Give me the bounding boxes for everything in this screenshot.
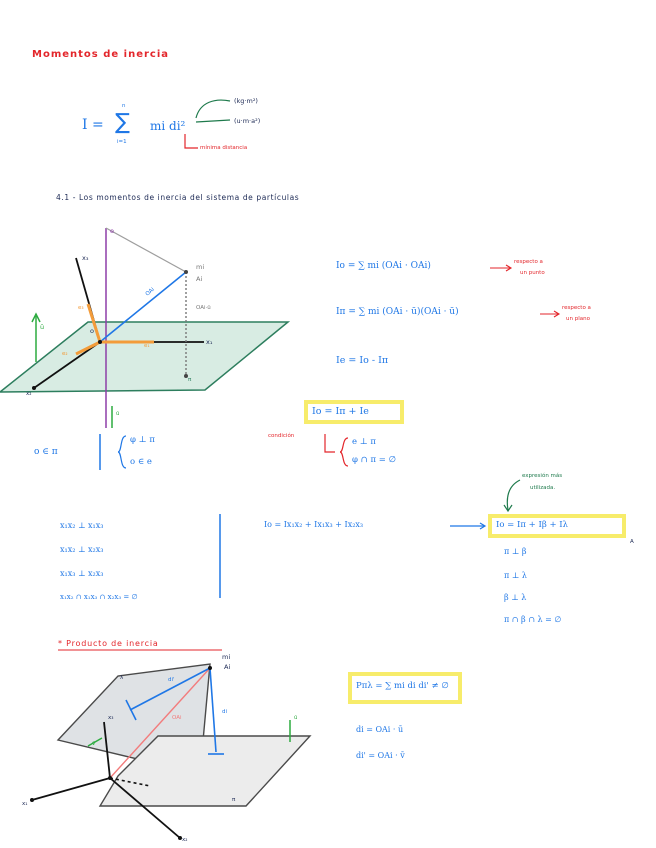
plane-item-4: π ∩ β ∩ λ = ∅ — [504, 615, 562, 624]
perp-item-3: x₁x₃ ⊥ x₂x₃ — [60, 569, 104, 578]
sum-upper: n — [122, 103, 126, 109]
sum-terms: mi di² — [150, 119, 186, 133]
label-v: v̄ — [92, 741, 96, 747]
sum-unit-1: (kg·m²) — [234, 97, 258, 105]
cond-right-line-2: φ ∩ π = ∅ — [352, 455, 396, 465]
label-x2: x₂ — [26, 391, 32, 397]
cond-right-line-1: e ⊥ π — [352, 437, 377, 447]
sum-note-bracket — [185, 134, 198, 148]
label-d1: di' — [168, 677, 175, 683]
sum-lhs: I = — [82, 117, 104, 133]
plane-item-2: π ⊥ λ — [504, 571, 527, 580]
eq-product: Pπλ = ∑ mi di di' ≠ ∅ — [356, 681, 449, 691]
label-x3: x₃ — [82, 254, 89, 262]
cond-right-label: condición — [268, 433, 295, 439]
label-x1-2: x₁ — [22, 801, 28, 807]
sum-unit-2: (u·m·a²) — [234, 117, 261, 125]
label-ai-2: Ai — [224, 663, 231, 671]
perp-item-4: x₁x₂ ∩ x₁x₃ ∩ x₂x₃ = ∅ — [60, 593, 138, 601]
guide-line — [106, 228, 186, 272]
label-x2-2: x₂ — [182, 837, 188, 843]
eq-d1: di = OAi · ū — [356, 725, 404, 734]
label-oai-2: OAi — [172, 715, 182, 721]
plane-item-3: β ⊥ λ — [504, 593, 527, 602]
eq-ipi-note-2: un plano — [566, 316, 590, 322]
sum-sigma: ∑ — [115, 110, 130, 135]
eq-ipi: Iπ = ∑ mi (OAi · ū)(OAi · ū) — [336, 307, 459, 317]
eq-io-planes: Io = Iπ + Iβ + Iλ — [496, 520, 569, 530]
label-u: ū — [40, 323, 45, 331]
label-ai: Ai — [196, 275, 203, 283]
label-e: e — [110, 227, 114, 235]
plane-item-1: π ⊥ β — [504, 547, 527, 556]
label-mi-2: mi — [222, 653, 231, 661]
sum-connector-1 — [196, 100, 230, 118]
page-title: Momentos de inercia — [32, 49, 170, 60]
eq-io-note-1: respecto a — [514, 259, 543, 265]
eq-ipi-note-1: respecto a — [562, 305, 591, 311]
label-d2: di — [222, 709, 228, 715]
eq-io: Io = ∑ mi (OAi · OAi) — [336, 261, 431, 271]
cond-left-origin: o ∈ π — [34, 447, 58, 457]
eq-d2: di' = OAi · v̄ — [356, 751, 405, 760]
eq-io-axes: Io = Ix₁x₂ + Ix₁x₃ + Ix₂x₃ — [264, 520, 364, 529]
sum-connector-2 — [196, 120, 230, 122]
perp-item-2: x₁x₂ ⊥ x₂x₃ — [60, 545, 104, 554]
cond-left-line-1: φ ⊥ π — [130, 435, 155, 445]
label-x1: x₁ — [206, 338, 213, 346]
label-lambda: λ — [120, 675, 124, 681]
label-pi: π — [188, 377, 192, 383]
perp-item-1: x₁x₂ ⊥ x₁x₃ — [60, 521, 104, 530]
label-origin: o — [90, 327, 94, 335]
cond-left-line-2: o ∈ e — [130, 457, 152, 467]
sum-lower: i=1 — [117, 139, 127, 145]
side-mark: A — [630, 539, 634, 545]
label-pi-2: π — [232, 797, 236, 803]
label-e1: e₁ — [144, 343, 150, 349]
label-mi: mi — [196, 263, 205, 271]
axis-x1-2 — [32, 778, 110, 800]
annotation-line-2: utilizada. — [530, 485, 556, 491]
label-e3: e₃ — [78, 305, 84, 311]
section-heading: 4.1 - Los momentos de inercia del sistema de partículas — [56, 193, 300, 202]
eq-io-sum: Io = Iπ + Ie — [312, 406, 369, 417]
label-oai-u: OAi·ū — [196, 305, 211, 311]
label-u2: ū — [116, 411, 120, 417]
label-x3-2: x₃ — [108, 715, 114, 721]
label-e2: e₂ — [62, 351, 68, 357]
eq-io-note-2: un punto — [520, 270, 545, 276]
eq-ie: Ie = Io - Iπ — [336, 355, 389, 366]
label-oai: OAi — [144, 286, 156, 298]
sum-note: mínima distancia — [200, 145, 248, 151]
product-title: * Producto de inercia — [58, 639, 159, 648]
annotation-line-1: expresión más — [522, 473, 563, 479]
label-u-3: ū — [294, 715, 298, 721]
